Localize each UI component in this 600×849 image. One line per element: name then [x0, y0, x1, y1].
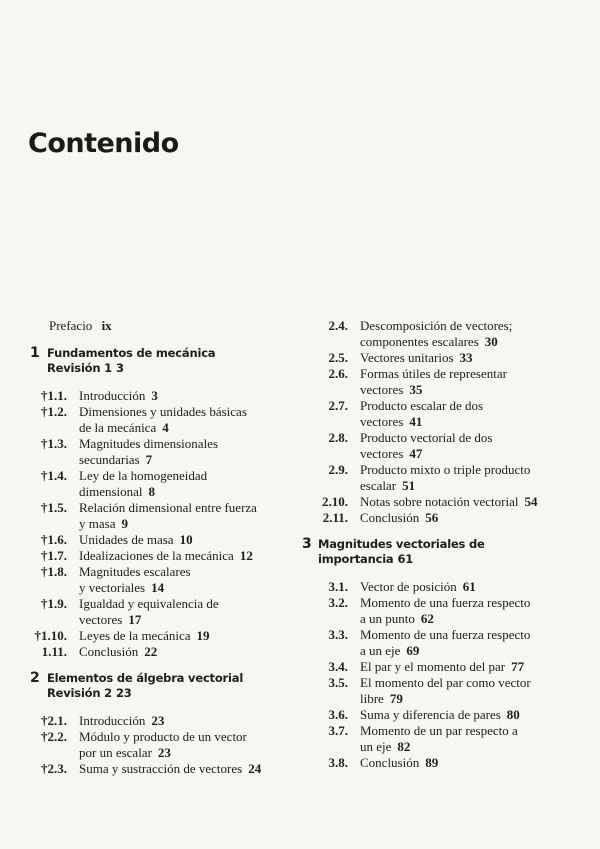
section-title-line: Idealizaciones de la mecánica — [79, 548, 234, 563]
section-title-line: Suma y diferencia de pares — [360, 707, 501, 722]
section-title — [67, 713, 286, 729]
section-title-line: Igualdad y equivalencia de — [79, 596, 219, 611]
chapter-heading — [28, 670, 286, 701]
section-title — [348, 494, 562, 510]
section-number: †1.2. — [41, 404, 67, 419]
toc-section-entry — [28, 532, 286, 548]
section-title — [348, 398, 562, 430]
section-number: †1.10. — [34, 628, 67, 643]
section-title-line: Vectores unitarios — [360, 350, 454, 365]
section-title-line: a un eje — [360, 643, 401, 658]
chapter-page: 23 — [115, 686, 132, 700]
prefacio-page: ix — [101, 318, 112, 333]
toc-section-entry — [300, 579, 562, 595]
section-number: 3.1. — [328, 579, 348, 594]
toc-section-entry — [300, 318, 562, 350]
section-page: 7 — [145, 452, 153, 467]
section-title-line: por un escalar — [79, 745, 152, 760]
toc-chapter-2-continued — [300, 318, 562, 526]
section-title — [67, 628, 286, 644]
section-title — [348, 723, 562, 755]
toc-section-entry — [300, 659, 562, 675]
section-title-line: Producto vectorial de dos — [360, 430, 493, 445]
section-title — [67, 644, 286, 660]
section-title-line: Dimensiones y unidades básicas — [79, 404, 247, 419]
section-title-line: Suma y sustracción de vectores — [79, 761, 243, 776]
section-title-line: Conclusión — [79, 644, 139, 659]
section-number: 3.6. — [328, 707, 348, 722]
section-title-line: Producto escalar de dos — [360, 398, 484, 413]
section-title — [67, 548, 286, 564]
toc-section-entry — [300, 755, 562, 771]
toc-section-entry — [300, 430, 562, 462]
section-title — [348, 755, 562, 771]
section-title-line: Relación dimensional entre fuerza — [79, 500, 257, 515]
section-page: 4 — [162, 420, 169, 435]
chapter-number: 2 — [30, 670, 40, 686]
section-title — [67, 761, 286, 777]
section-title-line: Vector de posición — [360, 579, 457, 594]
chapter-title: Fundamentos de mecánica — [47, 346, 216, 360]
section-page: 30 — [484, 334, 498, 349]
section-page: 24 — [248, 761, 262, 776]
section-title-line: Unidades de masa — [79, 532, 174, 547]
section-number: †2.3. — [41, 761, 67, 776]
section-number: 3.5. — [328, 675, 348, 690]
toc-section-entry — [300, 398, 562, 430]
toc-section-entry — [300, 366, 562, 398]
section-title-line: Descomposición de vectores; — [360, 318, 513, 333]
section-number: †1.8. — [41, 564, 67, 579]
section-title-line: Momento de un par respecto a — [360, 723, 518, 738]
section-title — [348, 366, 562, 398]
section-number: 3.8. — [328, 755, 348, 770]
section-page: 89 — [425, 755, 439, 770]
chapter-heading — [28, 345, 286, 376]
section-title-line: a un punto — [360, 611, 415, 626]
section-page: 69 — [406, 643, 420, 658]
toc-section-entry — [28, 713, 286, 729]
section-title-line: libre — [360, 691, 384, 706]
section-number: 2.6. — [328, 366, 348, 381]
section-title — [348, 659, 562, 675]
toc-section-entry — [300, 723, 562, 755]
section-title — [348, 707, 562, 723]
toc-chapter-3 — [300, 536, 562, 771]
section-number: 2.8. — [328, 430, 348, 445]
section-title-line: de la mecánica — [79, 420, 157, 435]
section-title-line: Leyes de la mecánica — [79, 628, 191, 643]
toc-section-entry — [28, 388, 286, 404]
toc-section-entry — [300, 494, 562, 510]
chapter-title-block — [47, 671, 243, 701]
section-page: 62 — [420, 611, 434, 626]
section-title — [348, 595, 562, 627]
toc-chapter-2 — [28, 670, 286, 777]
section-page: 3 — [151, 388, 158, 403]
section-number: 2.4. — [328, 318, 348, 333]
toc-section-entry — [300, 462, 562, 494]
section-number: 2.7. — [328, 398, 348, 413]
chapter-title-block — [47, 346, 215, 376]
section-title-line: Introducción — [79, 713, 146, 728]
section-number: †1.4. — [41, 468, 67, 483]
section-title — [348, 675, 562, 707]
chapter-heading — [300, 536, 562, 567]
section-number: 2.5. — [328, 350, 348, 365]
section-title-line: El par y el momento del par — [360, 659, 506, 674]
chapter-number: 3 — [302, 536, 312, 552]
section-number: 1.11. — [41, 644, 67, 659]
chapter-page: 61 — [397, 552, 414, 566]
section-title-line: componentes escalares — [360, 334, 479, 349]
section-page: 12 — [239, 548, 253, 563]
section-title — [348, 627, 562, 659]
section-title-line: Módulo y producto de un vector — [79, 729, 247, 744]
page-title: Contenido — [28, 128, 179, 159]
section-page: 10 — [179, 532, 193, 547]
toc-section-entry — [28, 628, 286, 644]
prefacio-label: Prefacio — [49, 318, 93, 333]
toc-section-entry — [28, 548, 286, 564]
section-title — [67, 564, 286, 596]
section-title — [348, 579, 562, 595]
section-number: 2.9. — [328, 462, 348, 477]
section-number: †1.9. — [41, 596, 67, 611]
section-title — [348, 318, 562, 350]
toc-section-entry — [28, 644, 286, 660]
section-title-line: Conclusión — [360, 755, 420, 770]
section-number: †1.1. — [41, 388, 67, 403]
toc-section-entry — [28, 729, 286, 761]
section-title-line: Momento de una fuerza respecto — [360, 595, 531, 610]
toc-section-entry — [28, 596, 286, 628]
section-title — [67, 729, 286, 761]
chapter-page: 3 — [115, 361, 124, 375]
section-page: 47 — [409, 446, 423, 461]
chapter-subtitle: Revisión 2 — [47, 686, 112, 700]
section-page: 80 — [506, 707, 520, 722]
section-page: 22 — [144, 644, 158, 659]
section-title-line: escalar — [360, 478, 397, 493]
section-title — [67, 388, 286, 404]
section-title — [348, 510, 562, 526]
section-title-line: vectores — [360, 382, 404, 397]
section-number: †1.5. — [41, 500, 67, 515]
toc-section-entry — [28, 564, 286, 596]
toc-section-entry — [300, 510, 562, 526]
toc-section-entry — [28, 761, 286, 777]
section-number: 3.4. — [328, 659, 348, 674]
section-title-line: Formas útiles de representar — [360, 366, 507, 381]
toc-section-entry — [28, 436, 286, 468]
section-number: †2.1. — [41, 713, 67, 728]
section-title-line: Momento de una fuerza respecto — [360, 627, 531, 642]
toc-section-entry — [28, 404, 286, 436]
section-number: †2.2. — [41, 729, 67, 744]
section-page: 23 — [157, 745, 171, 760]
chapter-number: 1 — [30, 345, 40, 361]
section-title-line: vectores — [360, 414, 404, 429]
chapter-title-block — [318, 537, 485, 567]
section-title-line: Magnitudes dimensionales — [79, 436, 219, 451]
section-title-line: Producto mixto o triple producto — [360, 462, 531, 477]
section-title — [348, 350, 562, 366]
section-page: 61 — [462, 579, 476, 594]
section-title-line: Notas sobre notación vectorial — [360, 494, 519, 509]
section-title — [67, 404, 286, 436]
toc-section-entry — [300, 675, 562, 707]
section-page: 77 — [511, 659, 525, 674]
toc-section-entry — [300, 707, 562, 723]
section-title-line: dimensional — [79, 484, 143, 499]
section-title-line: Ley de la homogeneidad — [79, 468, 208, 483]
section-title-line: Introducción — [79, 388, 146, 403]
chapter-subtitle: importancia — [318, 552, 394, 566]
section-number: 3.3. — [328, 627, 348, 642]
section-page: 35 — [409, 382, 423, 397]
section-number: 3.7. — [328, 723, 348, 738]
section-page: 41 — [409, 414, 423, 429]
chapter-title: Magnitudes vectoriales de — [318, 537, 485, 551]
section-page: 23 — [151, 713, 165, 728]
section-number: †1.6. — [41, 532, 67, 547]
section-title-line: secundarias — [79, 452, 140, 467]
toc-right-column — [300, 318, 562, 771]
chapter-subtitle: Revisión 1 — [47, 361, 112, 375]
toc-prefacio — [28, 318, 286, 334]
section-title — [348, 462, 562, 494]
toc-section-entry — [28, 500, 286, 532]
section-title-line: El momento del par como vector — [360, 675, 531, 690]
section-page: 51 — [402, 478, 416, 493]
section-page: 19 — [196, 628, 210, 643]
section-page: 9 — [121, 516, 128, 531]
toc-section-entry — [300, 350, 562, 366]
section-title — [67, 436, 286, 468]
section-page: 79 — [389, 691, 403, 706]
section-title-line: Magnitudes escalares — [79, 564, 191, 579]
section-number: †1.7. — [41, 548, 67, 563]
section-page: 17 — [128, 612, 142, 627]
chapter-title: Elementos de álgebra vectorial — [47, 671, 244, 685]
section-title-line: Conclusión — [360, 510, 420, 525]
section-number: †1.3. — [41, 436, 67, 451]
section-page: 82 — [397, 739, 411, 754]
section-title — [348, 430, 562, 462]
section-title — [67, 532, 286, 548]
toc-section-entry — [300, 627, 562, 659]
section-title-line: y vectoriales — [79, 580, 146, 595]
section-number: 3.2. — [328, 595, 348, 610]
section-title — [67, 468, 286, 500]
section-title — [67, 500, 286, 532]
section-title-line: y masa — [79, 516, 116, 531]
section-page: 8 — [148, 484, 156, 499]
toc-left-column — [28, 318, 286, 777]
section-page: 14 — [151, 580, 165, 595]
section-title — [67, 596, 286, 628]
section-page: 56 — [425, 510, 439, 525]
section-page: 33 — [459, 350, 473, 365]
section-page: 54 — [524, 494, 538, 509]
toc-chapter-1 — [28, 345, 286, 660]
section-number: 2.10. — [322, 494, 348, 509]
section-title-line: vectores — [79, 612, 123, 627]
toc-section-entry — [300, 595, 562, 627]
section-title-line: un eje — [360, 739, 392, 754]
section-number: 2.11. — [322, 510, 348, 525]
toc-section-entry — [28, 468, 286, 500]
section-title-line: vectores — [360, 446, 404, 461]
